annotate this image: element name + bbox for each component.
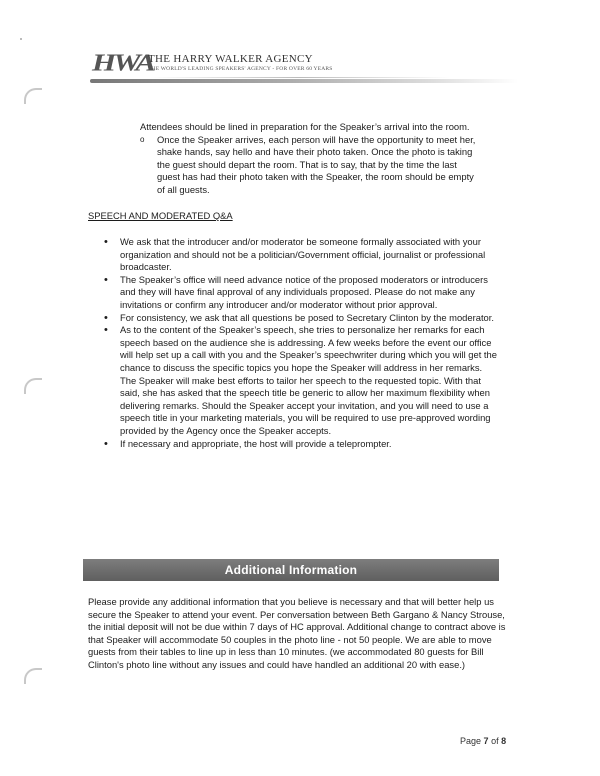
list-item-text: If necessary and appropriate, the host will provide a teleprompter. [120, 437, 392, 449]
header-rule [90, 79, 518, 83]
continued-lead-text: Attendees should be lined in preparation for the Speaker’s arrival into the room. [140, 121, 470, 132]
agency-tagline: THE WORLD'S LEADING SPEAKERS' AGENCY - FOR OVER 60 YEARS [148, 66, 333, 72]
list-item-text: We ask that the introducer and/or moderator be someone formally associated with your organization and should not be a politician/Government official, journalist or professional broadcaster. [120, 236, 486, 273]
bullet: • [104, 311, 108, 324]
list-item-text: For consistency, we ask that all questions be posed to Secretary Clinton by the moderator. [120, 311, 494, 323]
bullet: • [104, 437, 108, 450]
agency-logo: HWA [92, 48, 154, 76]
additional-info-body: Please provide any additional information that you believe is necessary and that will better help us secure the Speaker to attend your event. Per conversation between Beth Gargano & Nancy Strouse, the initial deposit will not be due within 7 days of HC approval. Additional change to contract above is that Speaker will accommodate 50 couples in the photo line - not 50 people. We are able to move guests from their tables to line up in less than 10 minutes. (we accommodated 80 guests for Bill Clinton's photo line without any issues and could have handled an additional 20 with ease.) [88, 596, 506, 670]
list-item [140, 134, 480, 197]
list-item [104, 312, 500, 325]
punch-hole-top [24, 88, 42, 104]
list-item-text: As to the content of the Speaker’s speech, she tries to personalize her remarks for each speech based on the audience she is addressing. A few weeks before the event our office will help set up a call with you and the Speaker’s speechwriter during which you will get the chance to discuss the specific topics you hope the Speaker will address in her remarks. The Speaker will make best efforts to tailor her speech to the requested topic. With that said, she has asked that the speech title be generic to allow her maximum flexibility when delivering remarks. Should the Speaker accept your invitation, and you will need to use a speech title in your marketing materials, you will be required to use pre-approved wording provided by the Agency once the Speaker accepts. [120, 324, 497, 436]
banner-title: Additional Information [224, 563, 358, 577]
bullet: • [104, 324, 108, 337]
page-current: 7 [483, 736, 489, 746]
page-number [460, 736, 506, 746]
page-total: 8 [501, 736, 507, 746]
bullet: • [104, 273, 108, 286]
list-item-text: The Speaker’s office will need advance notice of the proposed moderators or introducers and they will have final approval of any individuals proposed. Please do not make any invitations or confirm any introducer and/or moderator without prior approval. [120, 273, 488, 310]
punch-hole-bottom [24, 668, 42, 684]
bullet: • [104, 236, 108, 248]
section-banner-additional-info [83, 559, 499, 581]
punch-hole-middle [24, 378, 42, 394]
list-item [104, 274, 500, 312]
page-of: of [491, 736, 499, 746]
agency-name: THE HARRY WALKER AGENCY [148, 53, 313, 65]
hollow-bullet: o [140, 134, 145, 144]
speech-qa-list [104, 236, 500, 450]
scan-speck [20, 38, 22, 40]
list-item [104, 438, 500, 451]
continued-list [140, 121, 480, 197]
section-heading-speech: SPEECH AND MODERATED Q&A [88, 210, 233, 221]
header-rule-highlight [150, 77, 450, 78]
page-word: Page [460, 736, 482, 746]
list-item-text: Once the Speaker arrives, each person will have the opportunity to meet her, shake hands, say hello and have their photo taken. Once the photo is taking the guest should depart the room. That is to say, that by the time the last guest has had their photo taken with the Speaker, the room should be empty of all guests. [157, 133, 476, 195]
list-item [104, 324, 500, 437]
list-item [104, 236, 500, 274]
